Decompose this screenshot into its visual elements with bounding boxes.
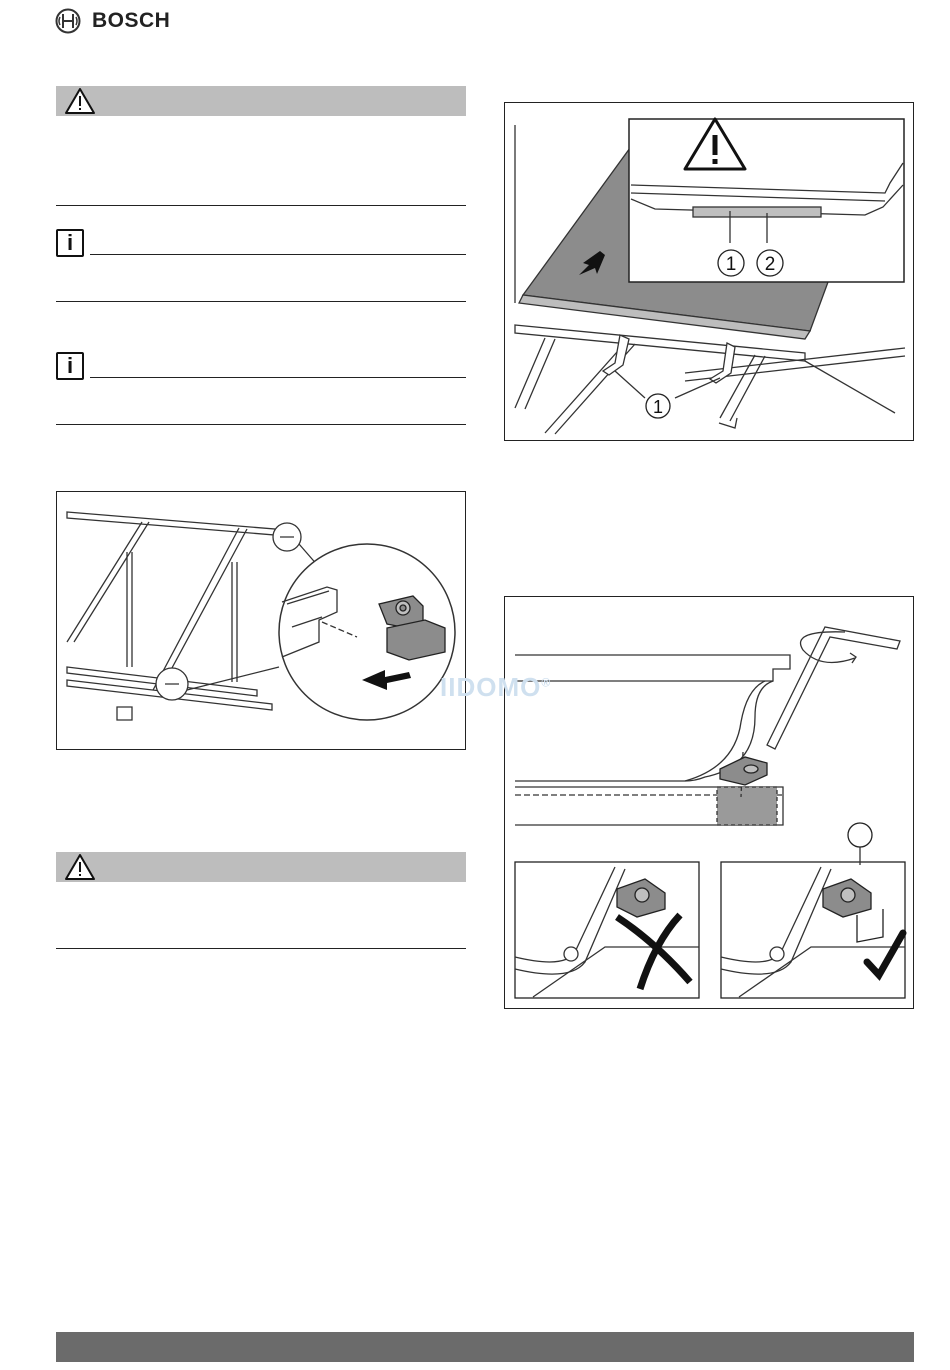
watermark: IIDOMO® (440, 672, 552, 702)
warning-triangle-icon (64, 853, 96, 881)
bosch-logo-icon (55, 8, 81, 34)
brand-name: BOSCH (92, 9, 171, 32)
figure-clamp-tightening (504, 596, 914, 1009)
warning-bar (56, 852, 466, 882)
tightening-illustration (505, 597, 912, 1007)
section-divider (56, 424, 466, 425)
warning-triangle-icon (64, 87, 96, 115)
info-icon: i (56, 229, 84, 257)
section-divider (56, 205, 466, 206)
warning-bar (56, 86, 466, 116)
callout-label: 2 (764, 254, 776, 275)
figure-frame-clamp (56, 491, 466, 750)
info-divider (90, 254, 466, 255)
callout-label: 1 (652, 397, 664, 417)
callout-label: 1 (725, 254, 737, 275)
info-icon: i (56, 352, 84, 380)
footer-bar (56, 1332, 914, 1362)
frame-illustration (57, 492, 464, 748)
section-divider (56, 948, 466, 949)
section-divider (56, 301, 466, 302)
callout-circle (848, 823, 872, 847)
collector-illustration (505, 103, 912, 439)
figure-collector-panel (504, 102, 914, 441)
info-divider (90, 377, 466, 378)
